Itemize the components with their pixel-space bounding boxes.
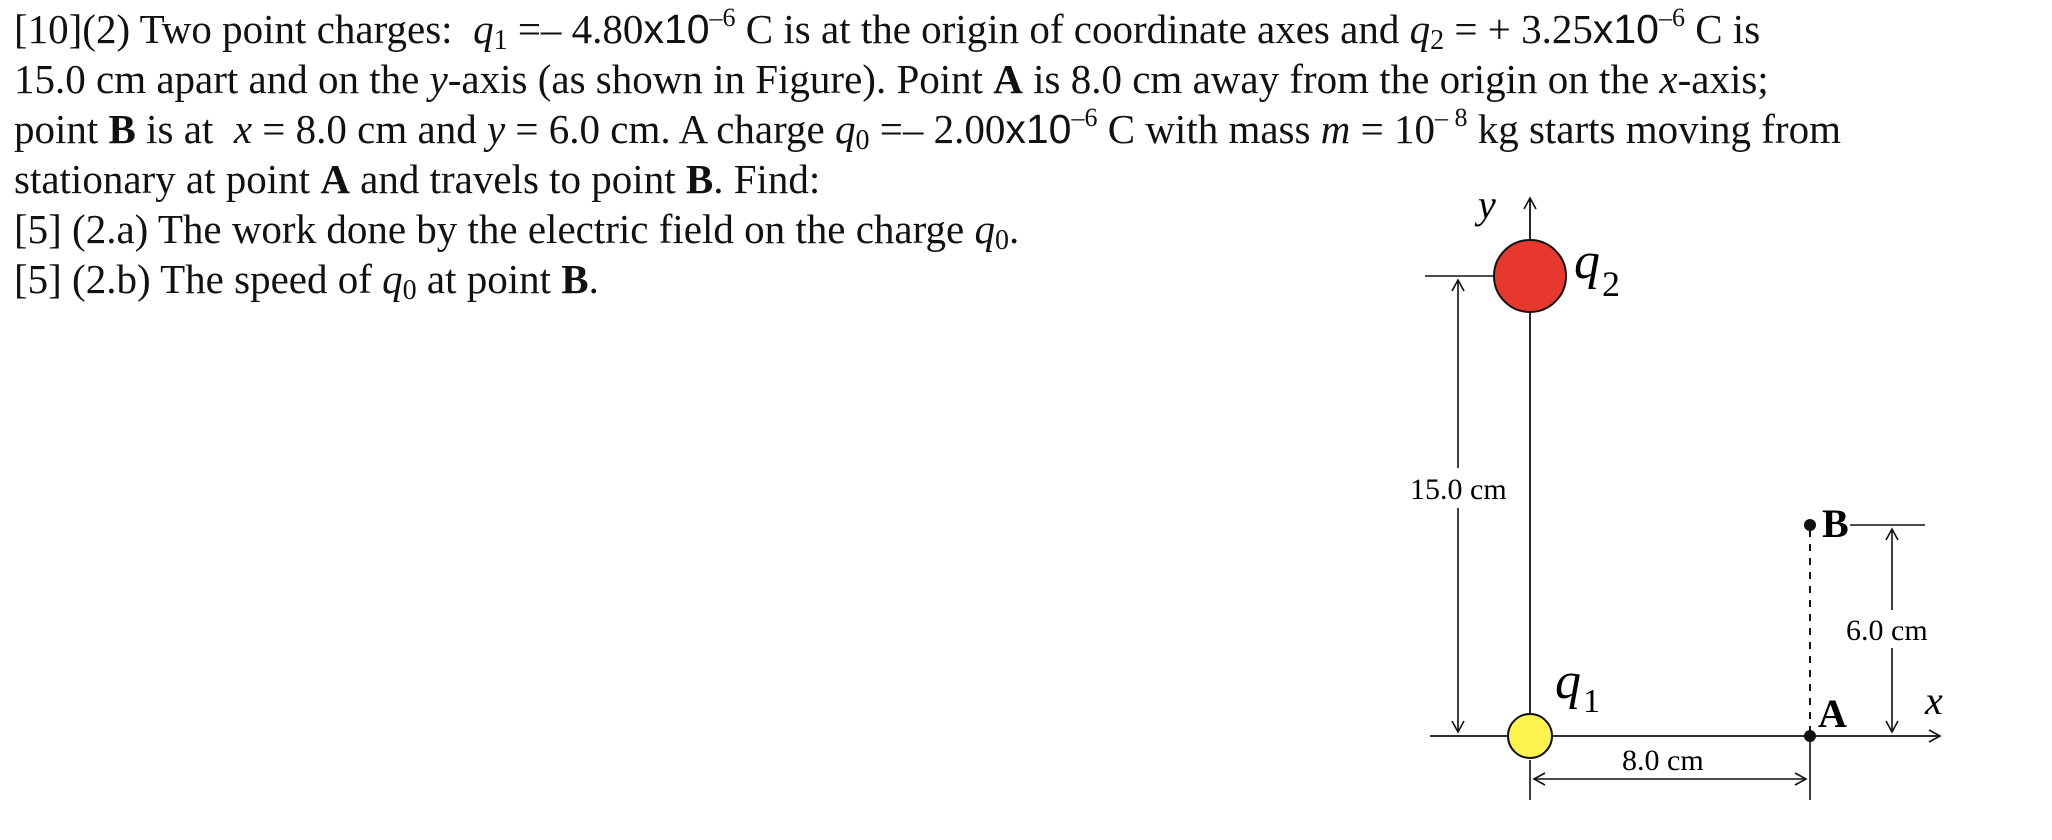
- text-segment: . Find:: [713, 156, 821, 202]
- text-segment: = 8.0 cm and: [252, 106, 477, 152]
- mass-value: = 10: [1350, 106, 1435, 152]
- dimension-label-15cm: 15.0 cm: [1410, 473, 1507, 506]
- text-segment: = 6.0 cm. A charge: [505, 106, 825, 152]
- x-axis-label: x: [1925, 678, 1943, 723]
- q0-value: =– 2.00: [869, 106, 1006, 152]
- text-segment: at point: [416, 256, 551, 302]
- q2-subscript: 2: [1430, 25, 1445, 56]
- q2-symbol: q: [1409, 6, 1431, 52]
- q2-exponent: –6: [1658, 3, 1685, 32]
- q1-times-ten: x10: [643, 6, 710, 52]
- q2-value: = + 3.25: [1444, 6, 1593, 52]
- mass-symbol: m: [1320, 106, 1351, 152]
- q2-description: C is: [1684, 6, 1761, 52]
- y-symbol: y: [486, 106, 506, 152]
- x-axis-symbol: x: [1659, 56, 1678, 102]
- text-segment: [5] (2.a) The work done by the electric field on the charge: [14, 206, 965, 252]
- text-segment: -axis;: [1677, 56, 1769, 102]
- y-axis-symbol: y: [429, 56, 448, 102]
- text-segment: 15.0 cm apart and on the: [14, 56, 420, 102]
- point-b-dot: [1804, 519, 1816, 531]
- text-segment: -axis (as shown in Figure). Point: [447, 56, 984, 102]
- q1-description: C is at the origin of coordinate axes and: [735, 6, 1400, 52]
- point-b-ref: B: [561, 256, 589, 302]
- q0-subscript: 0: [402, 275, 417, 306]
- text-segment: .: [1008, 206, 1020, 252]
- text-segment: point: [14, 106, 99, 152]
- mass-exponent: – 8: [1434, 103, 1468, 132]
- problem-number-lead: [10](2) Two point charges:: [14, 6, 453, 52]
- point-a-dot: [1804, 730, 1816, 742]
- text-segment: and travels to point: [349, 156, 676, 202]
- point-a-ref: A: [993, 56, 1023, 102]
- x-symbol: x: [233, 106, 253, 152]
- text-segment: stationary at point: [14, 156, 311, 202]
- y-axis-label: y: [1478, 182, 1496, 227]
- text-segment: is 8.0 cm away from the origin on the: [1022, 56, 1650, 102]
- q0-subscript: 0: [994, 225, 1009, 256]
- q0-symbol: q: [834, 106, 856, 152]
- point-a-label: A: [1818, 691, 1847, 736]
- charge-q1: [1508, 714, 1552, 758]
- dimension-label-6cm: 6.0 cm: [1846, 614, 1928, 647]
- point-a-ref: A: [320, 156, 350, 202]
- q2-times-ten: x10: [1592, 6, 1659, 52]
- q0-times-ten: x10: [1005, 106, 1072, 152]
- text-segment: kg starts moving from: [1467, 106, 1841, 152]
- point-b-label: B: [1822, 501, 1849, 546]
- q0-symbol: q: [974, 206, 995, 252]
- point-b-ref: B: [685, 156, 714, 202]
- q1-exponent: –6: [709, 3, 736, 32]
- text-segment: C with mass: [1097, 106, 1311, 152]
- q2-label-subscript: 2: [1602, 264, 1620, 304]
- q1-symbol: q: [473, 6, 494, 52]
- text-segment: .: [588, 256, 599, 302]
- q0-exponent: –6: [1071, 103, 1098, 132]
- q1-value: =– 4.80: [507, 6, 644, 52]
- q2-label: q: [1574, 233, 1600, 290]
- q1-subscript: 1: [493, 25, 508, 56]
- q0-subscript: 0: [855, 125, 870, 156]
- q1-label: q: [1555, 653, 1581, 710]
- point-b-ref: B: [108, 106, 136, 152]
- charge-q2: [1494, 240, 1566, 312]
- text-segment: [5] (2.b) The speed of: [14, 256, 372, 302]
- q1-label-subscript: 1: [1583, 683, 1600, 720]
- text-segment: is at: [135, 106, 234, 152]
- q0-symbol: q: [382, 256, 403, 302]
- dimension-label-8cm: 8.0 cm: [1622, 744, 1704, 777]
